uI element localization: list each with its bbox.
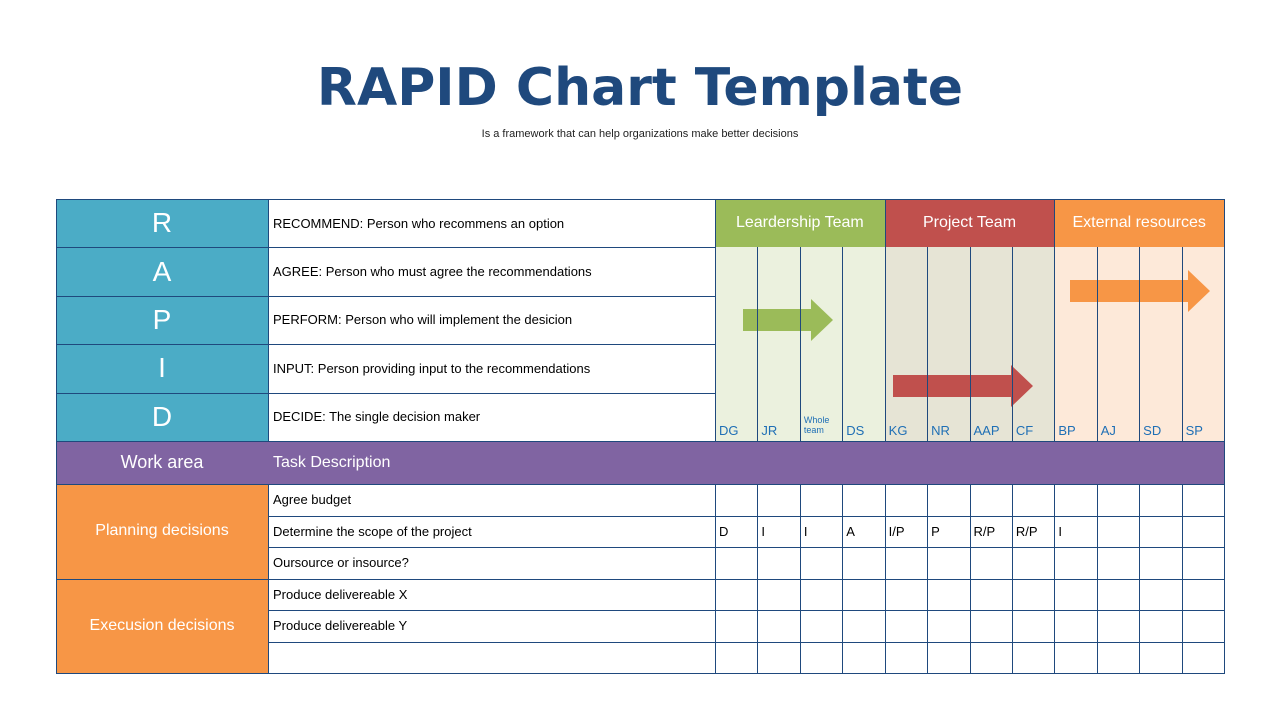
raci-cell[interactable]: A bbox=[846, 523, 855, 539]
raci-cell[interactable]: I bbox=[761, 523, 766, 539]
member-label: AJ bbox=[1100, 423, 1116, 438]
rapid-letter-i: I bbox=[56, 344, 268, 392]
member-divider-line bbox=[927, 484, 928, 673]
divider-line bbox=[268, 484, 269, 673]
rapid-row-line bbox=[56, 247, 715, 248]
rapid-description: AGREE: Person who must agree the recommendations bbox=[268, 247, 715, 295]
member-divider-line bbox=[757, 247, 758, 441]
member-label: DS bbox=[846, 423, 865, 438]
team-divider-line bbox=[1054, 199, 1055, 441]
rapid-description: DECIDE: The single decision maker bbox=[268, 393, 715, 441]
member-label: BP bbox=[1058, 423, 1076, 438]
raci-cell[interactable]: P bbox=[931, 523, 940, 539]
member-label: Whole team bbox=[803, 415, 830, 435]
task-name: Determine the scope of the project bbox=[273, 523, 472, 539]
rapid-row-line bbox=[56, 344, 715, 345]
team-header: Leardership Team bbox=[715, 199, 885, 247]
task-name: Agree budget bbox=[273, 492, 352, 508]
member-divider-line bbox=[757, 484, 758, 673]
member-divider-line bbox=[885, 484, 886, 673]
member-divider-line bbox=[927, 247, 928, 441]
rapid-description: INPUT: Person providing input to the recommendations bbox=[268, 344, 715, 392]
member-divider-line bbox=[800, 247, 801, 441]
member-divider-line bbox=[1139, 247, 1140, 441]
rapid-letter-r: R bbox=[56, 199, 268, 247]
task-name: Oursource or insource? bbox=[273, 555, 409, 571]
task-name: Produce delivereable Y bbox=[273, 618, 408, 634]
member-divider-line bbox=[970, 247, 971, 441]
external-arrow-icon bbox=[1070, 270, 1210, 312]
page-subtitle: Is a framework that can help organizations make better decisions bbox=[481, 128, 799, 140]
member-divider-line bbox=[1139, 484, 1140, 673]
outer-right-line bbox=[1224, 199, 1225, 674]
task-description-header: Task Description bbox=[268, 441, 1224, 484]
member-label: AAP bbox=[973, 423, 1000, 438]
member-divider-line bbox=[1182, 247, 1183, 441]
rapid-letter-p: P bbox=[56, 296, 268, 344]
member-divider-line bbox=[842, 247, 843, 441]
divider-line bbox=[268, 199, 269, 441]
member-label: SP bbox=[1185, 423, 1203, 438]
member-label: DG bbox=[719, 423, 739, 438]
work-area-header: Work area bbox=[56, 441, 268, 484]
member-divider-line bbox=[800, 484, 801, 673]
member-divider-line bbox=[1097, 484, 1098, 673]
task-name: Produce delivereable X bbox=[273, 586, 408, 602]
rapid-letter-a: A bbox=[56, 247, 268, 295]
member-divider-line bbox=[1012, 484, 1013, 673]
group-label: Execusion decisions bbox=[56, 579, 268, 674]
member-label: JR bbox=[761, 423, 778, 438]
raci-cell[interactable]: R/P bbox=[973, 523, 996, 539]
member-divider-line bbox=[842, 484, 843, 673]
member-divider-line bbox=[970, 484, 971, 673]
team-header: Project Team bbox=[885, 199, 1055, 247]
task-row-line bbox=[268, 610, 1224, 611]
member-label: SD bbox=[1143, 423, 1162, 438]
work-area-top-line bbox=[56, 441, 1224, 442]
raci-cell[interactable]: I bbox=[803, 523, 808, 539]
raci-cell[interactable]: I/P bbox=[888, 523, 905, 539]
member-label: CF bbox=[1015, 423, 1034, 438]
divider-line bbox=[715, 199, 716, 441]
member-divider-line bbox=[1012, 247, 1013, 441]
member-divider-line bbox=[1097, 247, 1098, 441]
rapid-description: PERFORM: Person who will implement the desicion bbox=[268, 296, 715, 344]
member-divider-line bbox=[1182, 484, 1183, 673]
work-area-bottom-line bbox=[56, 484, 1224, 485]
task-row-line bbox=[268, 642, 1224, 643]
member-label: NR bbox=[931, 423, 950, 438]
page-title: RAPID Chart Template bbox=[316, 58, 964, 118]
task-row-line bbox=[56, 673, 1224, 674]
task-row-line bbox=[56, 579, 1224, 580]
raci-cell[interactable]: I bbox=[1058, 523, 1062, 539]
raci-cell[interactable]: D bbox=[719, 523, 729, 539]
member-label: KG bbox=[888, 423, 908, 438]
team-header: External resources bbox=[1054, 199, 1224, 247]
team-divider-line bbox=[885, 199, 886, 441]
task-row-line bbox=[268, 516, 1224, 517]
raci-cell[interactable]: R/P bbox=[1015, 523, 1038, 539]
member-divider-line bbox=[1054, 484, 1055, 673]
task-row-line bbox=[268, 547, 1224, 548]
outer-left-line bbox=[56, 199, 57, 674]
rapid-row-line bbox=[56, 393, 715, 394]
divider-line bbox=[715, 484, 716, 673]
rapid-letter-d: D bbox=[56, 393, 268, 441]
header-top-line bbox=[715, 199, 1224, 200]
rapid-row-line bbox=[56, 296, 715, 297]
group-label: Planning decisions bbox=[56, 484, 268, 579]
rapid-description: RECOMMEND: Person who recommens an option bbox=[268, 199, 715, 247]
rapid-row-line bbox=[56, 199, 715, 200]
